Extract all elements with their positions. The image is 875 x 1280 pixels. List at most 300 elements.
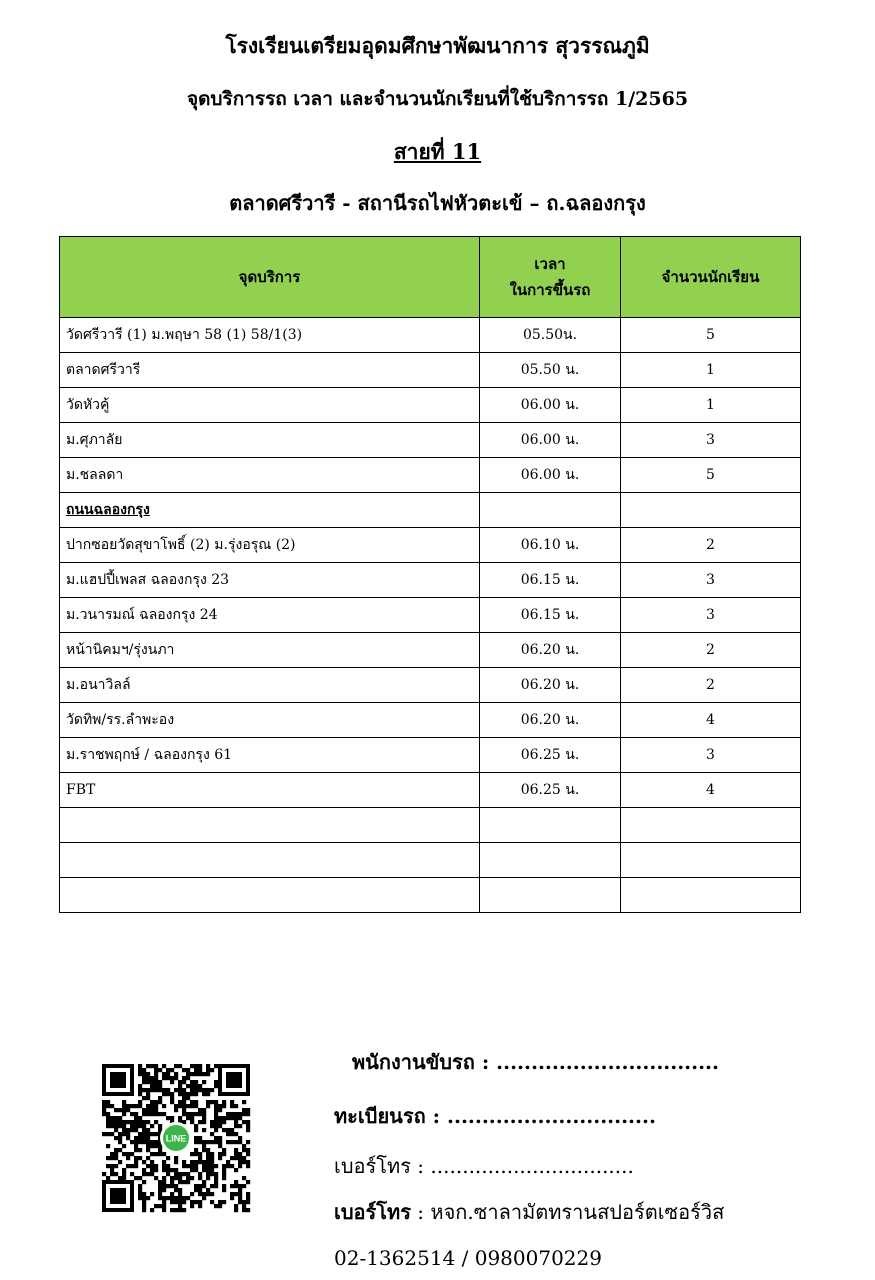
qr-module [234,1116,238,1120]
qr-module [246,1196,250,1200]
qr-module [130,1112,134,1116]
time-cell [480,808,621,843]
qr-module [214,1184,218,1188]
time-cell [480,493,621,528]
qr-module [166,1184,170,1188]
qr-module [166,1196,170,1200]
qr-module [206,1152,210,1156]
qr-module [110,1116,114,1120]
qr-module [222,1120,226,1124]
qr-module [198,1064,202,1068]
qr-module [198,1136,202,1140]
qr-module [146,1132,150,1136]
qr-module [146,1144,150,1148]
qr-module [198,1176,202,1180]
qr-module [214,1204,218,1208]
qr-module [246,1140,250,1144]
company-phone-numbers: 02-1362514 / 0980070229 [334,1246,602,1270]
qr-module [238,1136,242,1140]
qr-module [166,1172,170,1176]
qr-module [154,1068,158,1072]
qr-module [170,1080,174,1084]
qr-module [166,1164,170,1168]
qr-module [246,1152,250,1156]
time-cell [480,843,621,878]
students-cell: 3 [621,738,801,773]
qr-module [170,1068,174,1072]
stop-cell: ม.ชลลดา [60,458,480,493]
qr-module [214,1116,218,1120]
qr-module [198,1172,202,1176]
qr-module [234,1156,238,1160]
qr-module [182,1108,186,1112]
students-cell: 2 [621,633,801,668]
qr-module [206,1192,210,1196]
qr-module [238,1116,242,1120]
time-cell: 06.10 น. [480,528,621,563]
qr-module [150,1140,154,1144]
qr-module [138,1156,142,1160]
qr-module [122,1104,126,1108]
qr-module [218,1200,222,1204]
qr-module [190,1092,194,1096]
qr-module [202,1144,206,1148]
qr-module [226,1112,230,1116]
qr-module [246,1128,250,1132]
qr-module [218,1108,222,1112]
qr-module [142,1180,146,1184]
qr-module [142,1128,146,1132]
qr-module [186,1172,190,1176]
qr-module [178,1200,182,1204]
qr-module [182,1096,186,1100]
qr-module [150,1076,154,1080]
qr-module [174,1076,178,1080]
stop-cell [60,878,480,913]
qr-module [154,1152,158,1156]
qr-module [154,1064,158,1068]
qr-module [198,1192,202,1196]
qr-module [114,1152,118,1156]
qr-module [222,1184,226,1188]
qr-module [106,1116,110,1120]
stop-cell: วัดศรีวารี (1) ม.พฤษา 58 (1) 58/1(3) [60,318,480,353]
qr-module [218,1104,222,1108]
qr-module [170,1168,174,1172]
qr-module [210,1164,214,1168]
qr-module [162,1164,166,1168]
qr-module [190,1152,194,1156]
qr-module [158,1152,162,1156]
qr-module [146,1064,150,1068]
qr-module [230,1164,234,1168]
qr-module [150,1112,154,1116]
stop-cell: ตลาดศรีวารี [60,353,480,388]
qr-module [226,1164,230,1168]
qr-module [182,1088,186,1092]
bus-stop-table [59,236,801,913]
qr-module [246,1164,250,1168]
students-cell: 1 [621,353,801,388]
table-row [60,878,801,913]
qr-module [130,1140,134,1144]
qr-module [222,1172,226,1176]
qr-module [182,1080,186,1084]
qr-module [222,1164,226,1168]
qr-module [110,1132,114,1136]
qr-module [194,1124,198,1128]
qr-module [242,1100,246,1104]
qr-module [194,1148,198,1152]
qr-module [114,1148,118,1152]
qr-module [202,1080,206,1084]
qr-module [198,1188,202,1192]
qr-module [138,1068,142,1072]
phone-value: ................................ [430,1154,634,1178]
qr-module [246,1112,250,1116]
qr-module [206,1172,210,1176]
qr-module [138,1188,142,1192]
qr-module [126,1128,130,1132]
qr-module [214,1180,218,1184]
qr-module [154,1120,158,1124]
table-row [60,773,801,808]
qr-module [198,1084,202,1088]
qr-module [110,1172,114,1176]
qr-module [186,1180,190,1184]
qr-module [110,1120,114,1124]
qr-module [166,1156,170,1160]
stop-cell: FBT [60,773,480,808]
qr-module [190,1192,194,1196]
qr-module [122,1144,126,1148]
qr-module [142,1124,146,1128]
qr-module [146,1076,150,1080]
qr-module [218,1144,222,1148]
qr-module [154,1072,158,1076]
qr-module [170,1200,174,1204]
time-cell [480,878,621,913]
qr-module [222,1152,226,1156]
qr-module [234,1132,238,1136]
qr-module [142,1112,146,1116]
qr-module [102,1132,106,1136]
qr-module [154,1084,158,1088]
qr-module [130,1128,134,1132]
qr-module [206,1176,210,1180]
qr-module [194,1092,198,1096]
qr-module [198,1140,202,1144]
qr-module [246,1120,250,1124]
qr-module [234,1208,238,1212]
qr-module [194,1160,198,1164]
qr-module [154,1100,158,1104]
qr-module [150,1080,154,1084]
qr-module [230,1156,234,1160]
qr-module [146,1104,150,1108]
qr-module [122,1176,126,1180]
qr-module [190,1116,194,1120]
qr-module [106,1156,110,1160]
qr-module [150,1104,154,1108]
qr-module [182,1200,186,1204]
qr-module [130,1120,134,1124]
qr-module [222,1188,226,1192]
qr-module [182,1092,186,1096]
line-qr-code-icon [98,1060,254,1216]
time-cell: 06.00 น. [480,388,621,423]
qr-module [198,1200,202,1204]
qr-module [218,1124,222,1128]
qr-module [222,1168,226,1172]
qr-module [166,1088,170,1092]
qr-module [186,1068,190,1072]
qr-module [214,1112,218,1116]
qr-finder-top-left [102,1064,134,1096]
qr-module [162,1088,166,1092]
qr-module [154,1076,158,1080]
table-row [60,353,801,388]
qr-module [154,1168,158,1172]
qr-module [138,1140,142,1144]
qr-module [210,1120,214,1124]
qr-module [142,1200,146,1204]
qr-module [194,1168,198,1172]
qr-module [186,1176,190,1180]
qr-module [154,1080,158,1084]
qr-module [138,1132,142,1136]
qr-module [162,1072,166,1076]
qr-module [198,1184,202,1188]
qr-module [202,1168,206,1172]
qr-module [242,1144,246,1148]
qr-module [202,1192,206,1196]
qr-module [230,1132,234,1136]
qr-module [186,1076,190,1080]
qr-module [194,1164,198,1168]
qr-module [234,1180,238,1184]
qr-module [142,1140,146,1144]
qr-module [134,1104,138,1108]
students-cell [621,808,801,843]
time-cell: 06.20 น. [480,633,621,668]
qr-module [174,1208,178,1212]
qr-module [150,1064,154,1068]
table-row [60,318,801,353]
qr-module [182,1172,186,1176]
students-cell: 5 [621,458,801,493]
qr-module [242,1204,246,1208]
qr-module [166,1068,170,1072]
students-cell: 4 [621,773,801,808]
qr-module [202,1120,206,1124]
qr-module [186,1104,190,1108]
qr-module [190,1100,194,1104]
qr-module [194,1100,198,1104]
qr-module [206,1168,210,1172]
qr-module [118,1108,122,1112]
qr-module [194,1104,198,1108]
qr-module [106,1112,110,1116]
qr-module [154,1108,158,1112]
qr-module [126,1104,130,1108]
qr-module [210,1068,214,1072]
qr-module [102,1108,106,1112]
stop-cell: หน้านิคมฯ/รุ่งนภา [60,633,480,668]
qr-module [210,1184,214,1188]
qr-module [138,1184,142,1188]
qr-module [154,1204,158,1208]
qr-module [162,1076,166,1080]
qr-module [122,1112,126,1116]
qr-module [230,1104,234,1108]
qr-module [238,1192,242,1196]
qr-module [150,1144,154,1148]
qr-module [158,1096,162,1100]
qr-module [138,1092,142,1096]
company-phone-label: เบอร์โทร [334,1200,411,1224]
qr-module [138,1064,142,1068]
qr-module [206,1164,210,1168]
qr-module [142,1132,146,1136]
time-cell: 06.00 น. [480,458,621,493]
qr-module [190,1168,194,1172]
qr-module [186,1096,190,1100]
qr-module [158,1204,162,1208]
qr-module [126,1120,130,1124]
stop-cell: ปากซอยวัดสุขาโพธิ์ (2) ม.รุ่งอรุณ (2) [60,528,480,563]
qr-module [122,1128,126,1132]
qr-module [162,1180,166,1184]
qr-module [182,1112,186,1116]
stop-cell: วัดทิพ/รร.ลำพะอง [60,703,480,738]
students-cell: 3 [621,423,801,458]
qr-module [190,1164,194,1168]
qr-module [230,1184,234,1188]
stop-cell: ม.ศุภาลัย [60,423,480,458]
qr-module [190,1064,194,1068]
time-cell: 06.20 น. [480,703,621,738]
qr-module [102,1100,106,1104]
qr-module [238,1188,242,1192]
qr-module [106,1144,110,1148]
qr-module [146,1112,150,1116]
time-cell: 05.50น. [480,318,621,353]
students-cell: 3 [621,598,801,633]
qr-module [174,1160,178,1164]
qr-module [150,1100,154,1104]
qr-module [246,1208,250,1212]
qr-module [214,1120,218,1124]
document-subtitle: จุดบริการรถ เวลา และจำนวนนักเรียนที่ใช้บริการรถ 1/2565 [186,88,689,110]
qr-module [190,1200,194,1204]
qr-module [198,1068,202,1072]
qr-module [194,1072,198,1076]
qr-module [194,1140,198,1144]
qr-module [106,1100,110,1104]
qr-module [178,1092,182,1096]
qr-module [182,1180,186,1184]
qr-module [122,1108,126,1112]
qr-module [166,1076,170,1080]
qr-module [114,1172,118,1176]
qr-module [242,1120,246,1124]
qr-module [158,1080,162,1084]
qr-module [134,1144,138,1148]
qr-module [186,1196,190,1200]
qr-module [238,1200,242,1204]
qr-module [202,1140,206,1144]
qr-module [182,1076,186,1080]
qr-module [170,1196,174,1200]
qr-module [206,1064,210,1068]
qr-module [130,1172,134,1176]
qr-module [158,1180,162,1184]
column-header-time-line2: ในการขึ้นรถ [509,281,591,299]
qr-module [162,1152,166,1156]
qr-module [222,1104,226,1108]
qr-module [130,1124,134,1128]
qr-module [202,1128,206,1132]
qr-module [146,1128,150,1132]
qr-module [174,1072,178,1076]
qr-module [190,1072,194,1076]
table-row [60,563,801,598]
qr-module [154,1164,158,1168]
qr-module [194,1088,198,1092]
qr-module [202,1088,206,1092]
column-header-time [480,237,621,318]
qr-module [218,1140,222,1144]
qr-module [114,1108,118,1112]
qr-module [194,1112,198,1116]
qr-module [230,1100,234,1104]
line-logo-text: LINE [165,1133,187,1144]
qr-module [122,1152,126,1156]
qr-module [174,1188,178,1192]
qr-module [142,1196,146,1200]
qr-module [182,1068,186,1072]
qr-module [142,1080,146,1084]
qr-module [206,1160,210,1164]
qr-module [126,1108,130,1112]
qr-module [210,1156,214,1160]
stop-cell: ถนนฉลองกรุง [60,493,480,528]
qr-module [110,1152,114,1156]
qr-module [138,1124,142,1128]
line-logo-icon [160,1122,192,1154]
qr-module [114,1124,118,1128]
qr-module [206,1092,210,1096]
qr-module [106,1124,110,1128]
qr-module [174,1184,178,1188]
qr-module [138,1192,142,1196]
qr-module [178,1192,182,1196]
qr-module [134,1120,138,1124]
qr-module [238,1140,242,1144]
qr-module [178,1180,182,1184]
qr-module [242,1160,246,1164]
qr-module [110,1104,114,1108]
qr-module [242,1184,246,1188]
qr-module [230,1116,234,1120]
qr-module [202,1148,206,1152]
phone-label: เบอร์โทร : [334,1154,425,1178]
qr-module [138,1100,142,1104]
qr-module [202,1196,206,1200]
qr-module [146,1148,150,1152]
qr-module [194,1080,198,1084]
